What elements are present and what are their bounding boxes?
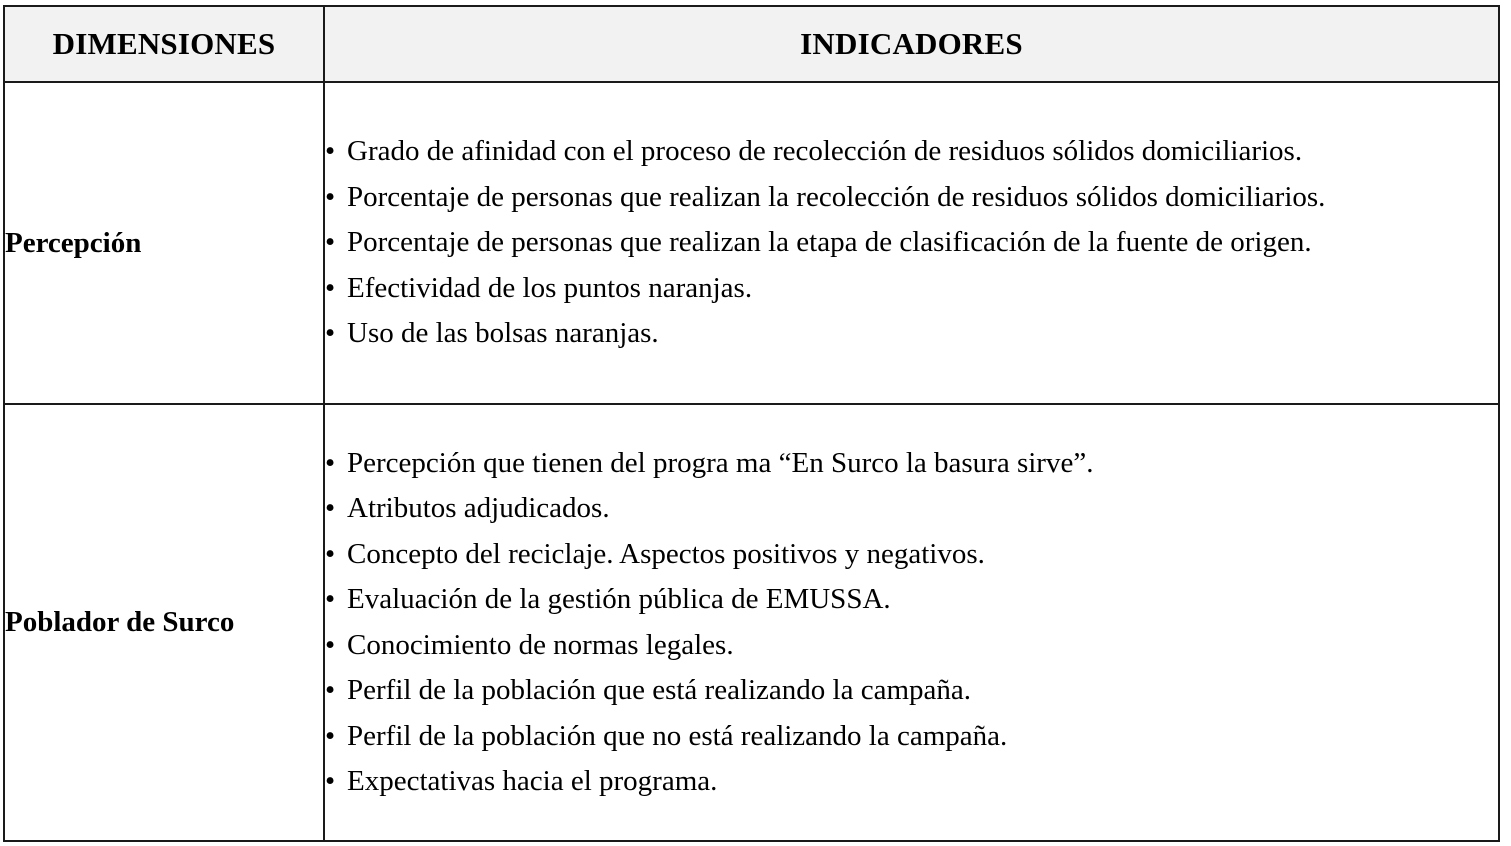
indicator-text: Perfil de la población que está realizando la campaña.: [347, 674, 972, 706]
dimensions-indicators-table: [3, 5, 1500, 842]
list-item: [325, 266, 1498, 312]
list-item: [325, 759, 1498, 805]
table-row: [4, 404, 1499, 841]
list-item: [325, 486, 1498, 532]
bullet-icon: •: [325, 674, 336, 706]
list-item: [325, 441, 1498, 487]
bullet-icon: •: [325, 628, 336, 661]
dimension-cell-percepcion: Percepción: [4, 82, 324, 404]
indicator-text: Expectativas hacia el programa.: [347, 765, 718, 797]
list-item: [325, 175, 1498, 221]
list-item: [325, 311, 1498, 357]
indicator-text: Porcentaje de personas que realizan la recolección de residuos sólidos domiciliarios.: [347, 180, 1326, 213]
list-item: [325, 714, 1498, 760]
indicator-text: Uso de las bolsas naranjas.: [347, 317, 659, 350]
list-item: [325, 623, 1498, 669]
indicator-text: Porcentaje de personas que realizan la etapa de clasificación de la fuente de origen.: [347, 226, 1312, 259]
bullet-icon: •: [325, 583, 336, 615]
indicator-text: Evaluación de la gestión pública de EMUSSA.: [347, 583, 891, 615]
header-indicators: INDICADORES: [324, 6, 1499, 82]
indicator-text: Efectividad de los puntos naranjas.: [347, 271, 753, 304]
indicator-text: Grado de afinidad con el proceso de recolección de residuos sólidos domiciliarios.: [347, 135, 1303, 168]
bullet-icon: •: [325, 226, 336, 259]
list-item: [325, 129, 1498, 175]
list-item: [325, 532, 1498, 578]
list-item: [325, 668, 1498, 714]
bullet-icon: •: [325, 719, 336, 752]
indicator-text: Perfil de la población que no está realizando la campaña.: [347, 719, 1008, 752]
indicator-text: Conocimiento de normas legales.: [347, 628, 734, 661]
indicator-text: Percepción que tienen del progra ma “En Surco la basura sirve”.: [347, 446, 1094, 479]
table-row: [4, 82, 1499, 404]
indicator-list: [325, 441, 1498, 805]
list-item: [325, 577, 1498, 623]
bullet-icon: •: [325, 317, 336, 350]
table-header-row: [4, 6, 1499, 82]
indicator-text: Concepto del reciclaje. Aspectos positivos y negativos.: [347, 537, 985, 570]
dimension-cell-poblador: Poblador de Surco: [4, 404, 324, 841]
bullet-icon: •: [325, 537, 336, 570]
bullet-icon: •: [325, 135, 336, 168]
bullet-icon: •: [325, 180, 336, 213]
list-item: [325, 220, 1498, 266]
bullet-icon: •: [325, 492, 336, 524]
indicator-list: [325, 129, 1498, 357]
indicator-text: Atributos adjudicados.: [347, 492, 610, 524]
bullet-icon: •: [325, 765, 336, 797]
bullet-icon: •: [325, 271, 336, 304]
header-dimensions: DIMENSIONES: [4, 6, 324, 82]
indicators-cell-percepcion: [324, 82, 1499, 404]
bullet-icon: •: [325, 446, 336, 479]
indicators-cell-poblador: [324, 404, 1499, 841]
